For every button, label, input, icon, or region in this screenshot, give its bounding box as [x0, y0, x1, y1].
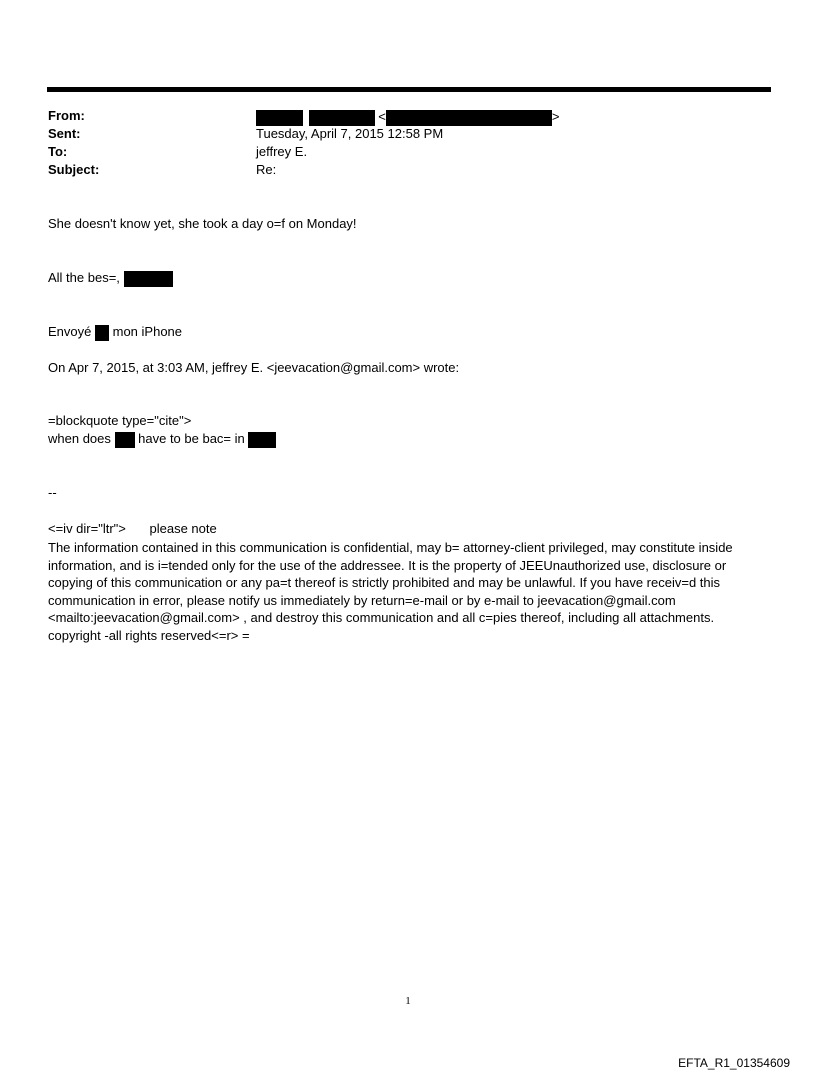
from-value	[256, 108, 559, 126]
sent-row	[48, 125, 768, 143]
sent-label: Sent:	[48, 126, 81, 141]
quote-intro-line: On Apr 7, 2015, at 3:03 AM, jeffrey E. <jeevacation@gmail.com> wrote:	[48, 360, 460, 375]
to-row	[48, 143, 768, 161]
iphone-text: mon iPhone	[112, 324, 183, 339]
disclaimer-paragraph: The information contained in this communication is confidential, may b= attorney-client privileged, may constitute inside information, and is i=tended only for the use of the addressee. It is the property of JEEUnauthorized use, disclosure or copying of this communication or any pa=t thereof is strictly prohibited and may be unlawful. If you have receiv=d this communication in error, please notify us immediately by return=e-mail or by e-mail to jeevacation@gmail.com <mailto:jeevacation@gmail.com> , and destroy this communication and all c=pies thereof, including all attachments. copyright -all rights reserved<=r> =	[48, 540, 733, 643]
header-rule	[47, 87, 771, 92]
signoff-line	[48, 269, 173, 287]
envoye-text: Envoyé	[48, 324, 92, 339]
redaction-block	[115, 432, 135, 448]
quoted-question-line	[48, 430, 276, 448]
subject-row	[48, 161, 768, 179]
redaction-block	[95, 325, 109, 341]
quoted-text-b: have to be bac= in	[138, 431, 245, 446]
please-note-text: please note	[149, 521, 217, 536]
from-angle-close: >	[551, 109, 560, 124]
from-angle-open: <	[378, 109, 386, 124]
subject-label: Subject:	[48, 162, 100, 177]
from-row	[48, 107, 768, 125]
redaction-block	[248, 432, 276, 448]
to-value: jeffrey E.	[256, 144, 308, 159]
sent-from-line	[48, 323, 182, 341]
body-line-1: She doesn't know yet, she took a day o=f on Monday!	[48, 216, 357, 231]
blockquote-line: =blockquote type="cite">	[48, 413, 192, 428]
quoted-text-a: when does	[48, 431, 111, 446]
signoff-text: All the bes=,	[48, 270, 120, 285]
subject-value: Re:	[256, 162, 277, 177]
to-label: To:	[48, 144, 68, 159]
separator-dashes: --	[48, 485, 57, 500]
div-tag-text: <=iv dir="ltr">	[48, 521, 126, 536]
redaction-block	[309, 110, 375, 126]
sent-value: Tuesday, April 7, 2015 12:58 PM	[256, 126, 444, 141]
redaction-block	[124, 271, 173, 287]
redaction-block	[256, 110, 303, 126]
document-id: EFTA_R1_01354609	[678, 1056, 790, 1070]
note-line	[48, 520, 217, 538]
redaction-block	[386, 110, 552, 126]
page-number: 1	[405, 995, 411, 1007]
from-label: From:	[48, 108, 85, 123]
